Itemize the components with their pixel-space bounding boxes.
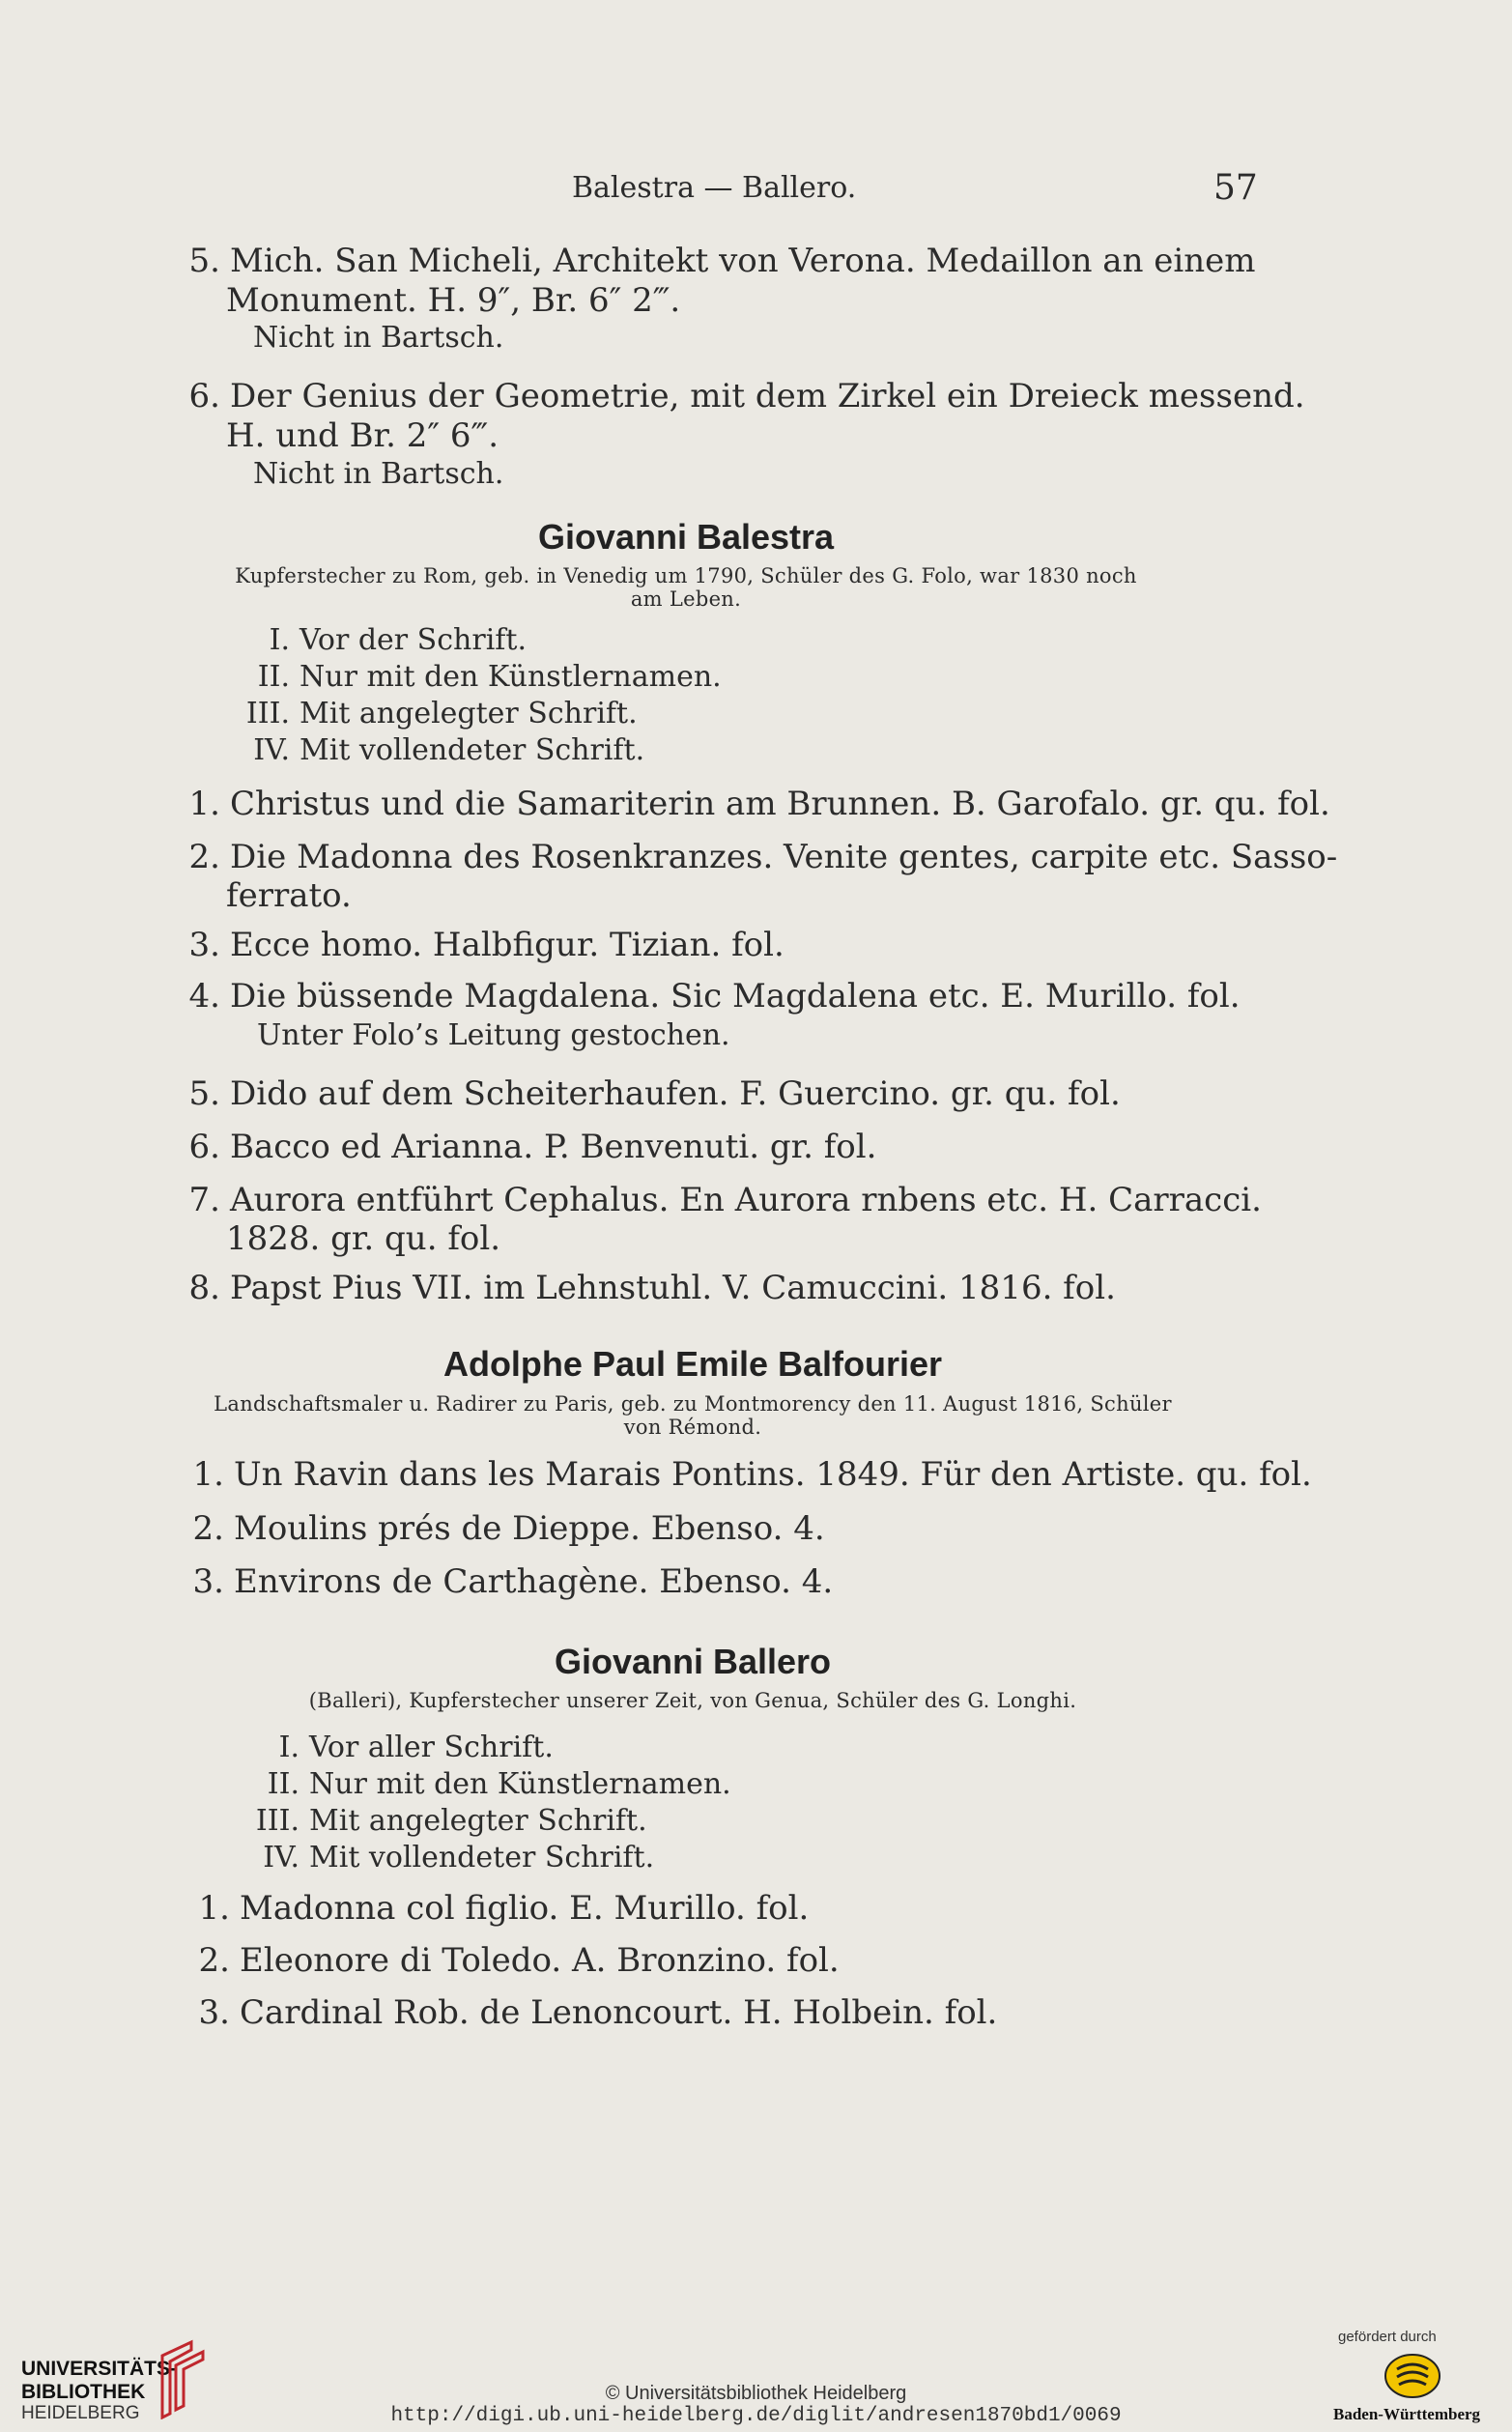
- state-line: IV. Mit vollendeter Schrift.: [263, 1841, 655, 1874]
- artist-description: von Rémond.: [623, 1416, 762, 1439]
- artist-heading: Giovanni Balestra: [537, 517, 835, 557]
- artist-heading: Adolphe Paul Emile Balfourier: [442, 1344, 943, 1384]
- work-line: 1. Madonna col figlio. E. Murillo. fol.: [198, 1889, 810, 1928]
- entry-line: 6. Der Genius der Geometrie, mit dem Zirkel ein Dreieck messend.: [188, 377, 1305, 415]
- artist-description: Kupferstecher zu Rom, geb. in Venedig um 1790, Schüler des G. Folo, war 1830 noch: [235, 564, 1137, 587]
- work-line: 6. Bacco ed Arianna. P. Benvenuti. gr. fol.: [188, 1128, 877, 1166]
- state-coat-of-arms-icon: [1384, 2352, 1441, 2400]
- state-line: I. Vor aller Schrift.: [278, 1731, 554, 1764]
- work-line: 4. Die büssende Magdalena. Sic Magdalena etc. E. Murillo. fol.: [188, 977, 1241, 1016]
- work-line: 5. Dido auf dem Scheiterhaufen. F. Guercino. gr. qu. fol.: [188, 1074, 1121, 1113]
- work-line: 8. Papst Pius VII. im Lehnstuhl. V. Camuccini. 1816. fol.: [188, 1269, 1116, 1307]
- running-title: Balestra — Ballero.: [572, 171, 857, 205]
- entry-note: Nicht in Bartsch.: [253, 457, 504, 491]
- library-name-line2: BIBLIOTHEK: [21, 2381, 146, 2403]
- state-line: III. Mit angelegter Schrift.: [245, 697, 638, 730]
- work-line: 2. Die Madonna des Rosenkranzes. Venite gentes, carpite etc. Sasso-: [188, 838, 1338, 876]
- work-line: 1. Christus und die Samariterin am Brunnen. B. Garofalo. gr. qu. fol.: [188, 785, 1330, 823]
- artist-description: Landschaftsmaler u. Radirer zu Paris, geb. zu Montmorency den 11. August 1816, Schüler: [214, 1392, 1172, 1416]
- state-line: I. Vor der Schrift.: [269, 623, 527, 657]
- work-line: 7. Aurora entführt Cephalus. En Aurora rnbens etc. H. Carracci.: [188, 1181, 1262, 1219]
- work-line: 3. Ecce homo. Halbfigur. Tizian. fol.: [188, 926, 785, 964]
- funded-by-label: gefördert durch: [1338, 2329, 1437, 2345]
- work-line: 2. Moulins prés de Dieppe. Ebenso. 4.: [192, 1509, 825, 1548]
- artist-description: (Balleri), Kupferstecher unserer Zeit, von Genua, Schüler des G. Longhi.: [308, 1689, 1077, 1712]
- work-line-cont: 1828. gr. qu. fol.: [226, 1219, 501, 1258]
- work-line: 3. Environs de Carthagène. Ebenso. 4.: [192, 1562, 834, 1601]
- state-line: III. Mit angelegter Schrift.: [255, 1804, 647, 1838]
- work-line: 1. Un Ravin dans les Marais Pontins. 1849. Für den Artiste. qu. fol.: [192, 1455, 1312, 1494]
- copyright-notice: © Universitätsbibliothek Heidelberg: [605, 2383, 907, 2404]
- funder-name: Baden-Württemberg: [1333, 2405, 1481, 2423]
- entry-line: 5. Mich. San Micheli, Architekt von Verona. Medaillon an einem: [188, 242, 1256, 280]
- source-url[interactable]: http://digi.ub.uni-heidelberg.de/diglit/andresen1870bd1/0069: [390, 2405, 1122, 2427]
- page-number: 57: [1213, 168, 1258, 208]
- artist-heading: Giovanni Ballero: [554, 1642, 832, 1681]
- entry-line: H. und Br. 2″ 6‴.: [226, 416, 499, 455]
- state-line: II. Nur mit den Künstlernamen.: [257, 660, 722, 694]
- work-note: Unter Folo’s Leitung gestochen.: [257, 1018, 730, 1052]
- entry-note: Nicht in Bartsch.: [253, 321, 504, 355]
- work-line: 2. Eleonore di Toledo. A. Bronzino. fol.: [198, 1941, 840, 1980]
- entry-line: Monument. H. 9″, Br. 6″ 2‴.: [226, 281, 681, 320]
- work-line: 3. Cardinal Rob. de Lenoncourt. H. Holbein. fol.: [198, 1993, 998, 2032]
- artist-description: am Leben.: [630, 587, 742, 611]
- library-name-line1: UNIVERSITÄTS-: [21, 2358, 178, 2380]
- library-name-line3: HEIDELBERG: [21, 2403, 140, 2423]
- state-line: II. Nur mit den Künstlernamen.: [267, 1767, 731, 1801]
- state-line: IV. Mit vollendeter Schrift.: [253, 733, 645, 767]
- work-line-cont: ferrato.: [226, 876, 352, 915]
